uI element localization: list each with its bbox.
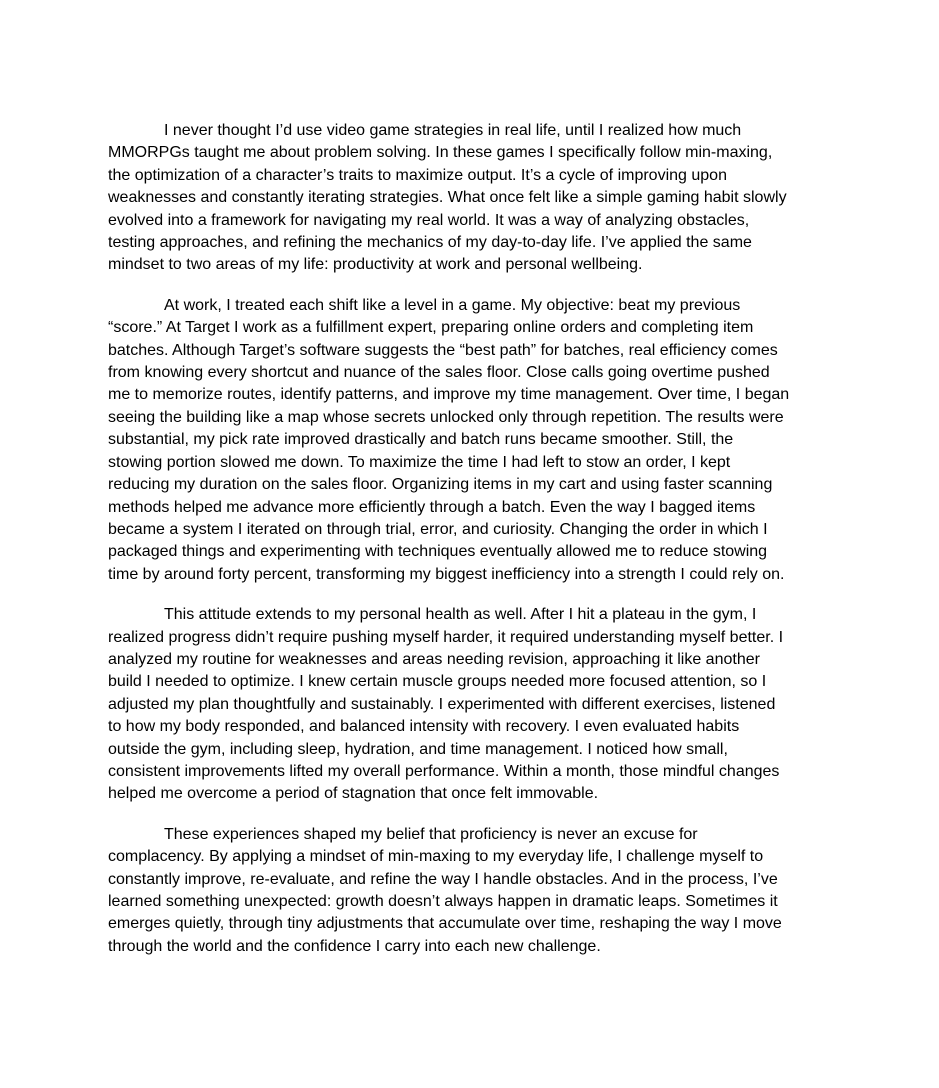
- paragraph-line: This attitude extends to my personal health as well. After I hit a plateau in the gym, I: [164, 606, 757, 624]
- paragraph-3: [108, 604, 830, 806]
- paragraph-line: learned something unexpected: growth doesn’t always happen in dramatic leaps. Sometimes it: [108, 893, 778, 910]
- paragraph-line: became a system I iterated on through trial, error, and curiosity. Changing the order in which I: [108, 520, 768, 538]
- paragraph-line: testing approaches, and refining the mechanics of my day-to-day life. I’ve applied the same: [108, 234, 752, 252]
- paragraph-line: These experiences shaped my belief that proficiency is never an excuse for: [164, 825, 698, 843]
- paragraph-line: batches. Although Target’s software suggests the “best path” for batches, real efficiency comes: [108, 341, 778, 359]
- essay-body: [108, 120, 830, 976]
- paragraph-line: I never thought I’d use video game strategies in real life, until I realized how much: [164, 122, 742, 139]
- paragraph-line: constantly improve, re-evaluate, and refine the way I handle obstacles. And in the process, I’ve: [108, 870, 778, 888]
- paragraph-line: to how my body responded, and balanced intensity with recovery. I even evaluated habits: [108, 718, 740, 736]
- paragraph-2: [108, 295, 830, 586]
- paragraph-line: consistent improvements lifted my overall performance. Within a month, those mindful changes: [108, 762, 780, 780]
- paragraph-4: [108, 824, 830, 958]
- paragraph-line: realized progress didn’t require pushing myself harder, it required understanding myself better. I: [108, 628, 784, 646]
- paragraph-line: the optimization of a character’s traits to maximize output. It’s a cycle of improving upon: [108, 166, 727, 184]
- paragraph-line: methods helped me advance more efficiently through a batch. Even the way I bagged items: [108, 498, 756, 516]
- paragraph-line: At work, I treated each shift like a level in a game. My objective: beat my previous: [164, 296, 741, 314]
- paragraph-line: analyzed my routine for weaknesses and areas needing revision, approaching it like another: [108, 650, 760, 668]
- paragraph-line: complacency. By applying a mindset of min-maxing to my everyday life, I challenge myself to: [108, 848, 764, 866]
- paragraph-line: me to memorize routes, identify patterns, and improve my time management. Over time, I began: [108, 386, 790, 404]
- paragraph-line: adjusted my plan thoughtfully and sustainably. I experimented with different exercises, listened: [108, 695, 776, 713]
- paragraph-line: evolved into a framework for navigating my real world. It was a way of analyzing obstacles,: [108, 211, 750, 229]
- paragraph-line: weaknesses and constantly iterating strategies. What once felt like a simple gaming habit slowly: [108, 189, 787, 207]
- paragraph-line: reducing my duration on the sales floor. Organizing items in my cart and using faster scanning: [108, 476, 773, 494]
- paragraph-line: MMORPGs taught me about problem solving. In these games I specifically follow min-maxing,: [108, 144, 773, 162]
- paragraph-line: helped me overcome a period of stagnation that once felt immovable.: [108, 785, 599, 803]
- paragraph-line: seeing the building like a map whose secrets unlocked only through repetition. The results were: [108, 408, 784, 426]
- paragraph-line: time by around forty percent, transforming my biggest inefficiency into a strength I could rely on.: [108, 565, 785, 583]
- paragraph-line: “score.” At Target I work as a fulfillment expert, preparing online orders and completing item: [108, 319, 754, 337]
- paragraph-line: mindset to two areas of my life: productivity at work and personal wellbeing.: [108, 256, 643, 274]
- paragraph-line: outside the gym, including sleep, hydration, and time management. I noticed how small,: [108, 740, 728, 758]
- paragraph-line: emerges quietly, through tiny adjustments that accumulate over time, reshaping the way I move: [108, 915, 782, 933]
- paragraph-1: [108, 120, 830, 277]
- paragraph-line: from knowing every shortcut and nuance of the sales floor. Close calls going overtime pushed: [108, 364, 770, 382]
- paragraph-line: packaged things and experimenting with techniques eventually allowed me to reduce stowing: [108, 543, 768, 561]
- paragraph-line: build I needed to optimize. I knew certain muscle groups needed more focused attention, so I: [108, 673, 767, 691]
- paragraph-line: through the world and the confidence I carry into each new challenge.: [108, 937, 601, 955]
- paragraph-line: substantial, my pick rate improved drastically and batch runs became smoother. Still, the: [108, 431, 734, 449]
- paragraph-line: stowing portion slowed me down. To maximize the time I had left to stow an order, I kept: [108, 453, 731, 471]
